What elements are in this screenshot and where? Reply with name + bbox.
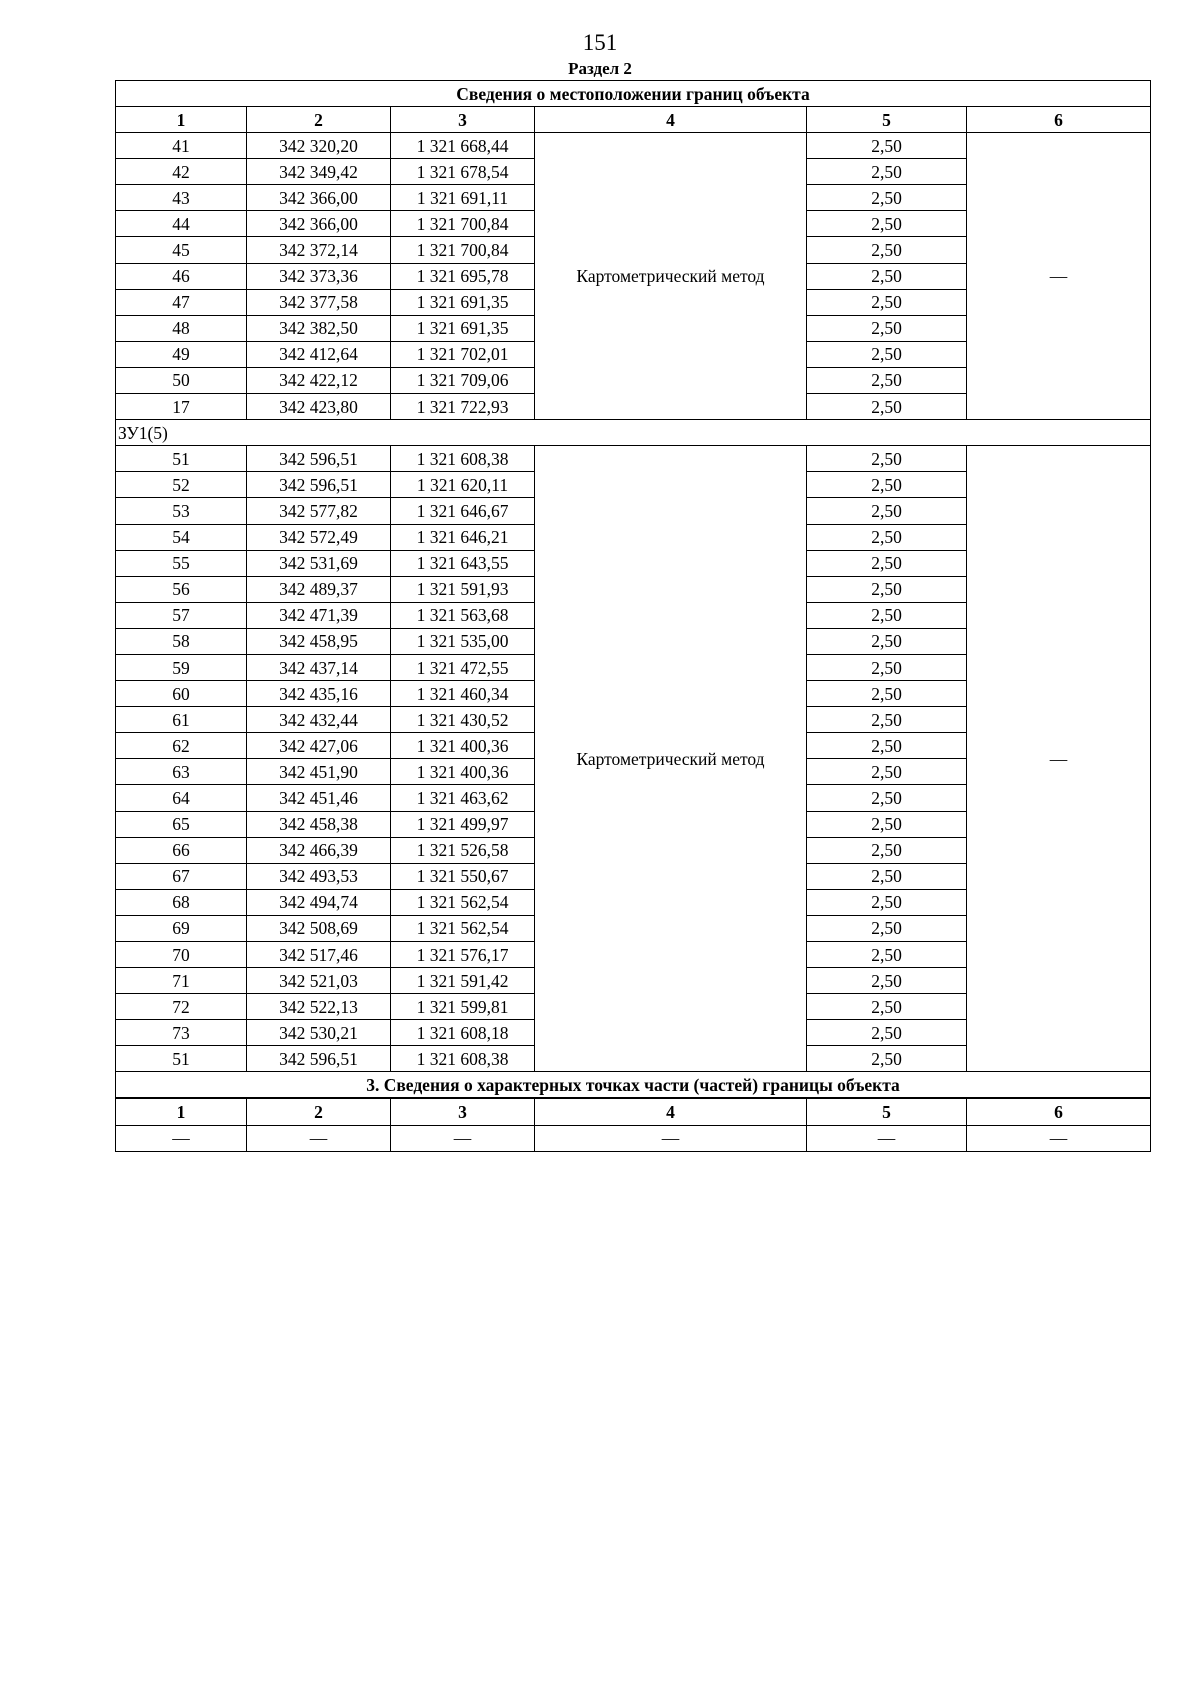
coordinate-x: 342 494,74 <box>247 889 391 915</box>
section3-header-row <box>116 1098 1151 1125</box>
coordinate-x: 342 572,49 <box>247 524 391 550</box>
method-cell: Картометрический метод <box>535 133 807 420</box>
empty-value: — <box>116 1125 247 1151</box>
point-number: 52 <box>116 472 247 498</box>
accuracy-value: 2,50 <box>807 733 967 759</box>
coordinate-x: 342 377,58 <box>247 289 391 315</box>
section3-caption: 3. Сведения о характерных точках части (частей) границы объекта <box>116 1072 1151 1099</box>
coordinate-y: 1 321 700,84 <box>391 237 535 263</box>
accuracy-value: 2,50 <box>807 785 967 811</box>
accuracy-value: 2,50 <box>807 159 967 185</box>
coordinate-x: 342 493,53 <box>247 863 391 889</box>
coordinate-y: 1 321 576,17 <box>391 942 535 968</box>
point-number: 72 <box>116 994 247 1020</box>
point-number: 59 <box>116 654 247 680</box>
coordinate-y: 1 321 646,67 <box>391 498 535 524</box>
coordinate-y: 1 321 591,93 <box>391 576 535 602</box>
point-number: 48 <box>116 315 247 341</box>
section3-caption-row <box>116 1072 1151 1099</box>
coordinate-y: 1 321 599,81 <box>391 994 535 1020</box>
column-header: 5 <box>807 107 967 133</box>
coordinate-x: 342 458,38 <box>247 811 391 837</box>
accuracy-value: 2,50 <box>807 498 967 524</box>
coordinate-x: 342 522,13 <box>247 994 391 1020</box>
accuracy-value: 2,50 <box>807 759 967 785</box>
accuracy-value: 2,50 <box>807 811 967 837</box>
page-number: 151 <box>582 30 618 55</box>
point-number: 46 <box>116 263 247 289</box>
coordinate-y: 1 321 562,54 <box>391 889 535 915</box>
coordinate-x: 342 412,64 <box>247 341 391 367</box>
point-number: 58 <box>116 628 247 654</box>
point-number: 71 <box>116 968 247 994</box>
accuracy-value: 2,50 <box>807 341 967 367</box>
group-label: ЗУ1(5) <box>116 420 1151 446</box>
empty-value: — <box>391 1125 535 1151</box>
coordinate-y: 1 321 702,01 <box>391 341 535 367</box>
accuracy-value: 2,50 <box>807 707 967 733</box>
coordinate-y: 1 321 608,38 <box>391 446 535 472</box>
accuracy-value: 2,50 <box>807 315 967 341</box>
table-caption-row <box>116 81 1151 107</box>
coordinate-x: 342 517,46 <box>247 942 391 968</box>
point-number: 68 <box>116 889 247 915</box>
coordinate-x: 342 530,21 <box>247 1020 391 1046</box>
point-number: 45 <box>116 237 247 263</box>
accuracy-value: 2,50 <box>807 654 967 680</box>
accuracy-value: 2,50 <box>807 628 967 654</box>
accuracy-value: 2,50 <box>807 472 967 498</box>
accuracy-value: 2,50 <box>807 968 967 994</box>
column-header: 1 <box>116 107 247 133</box>
group-label-row <box>116 420 1151 446</box>
accuracy-value: 2,50 <box>807 367 967 393</box>
point-number: 51 <box>116 446 247 472</box>
note-cell: — <box>967 446 1151 1072</box>
coordinate-x: 342 451,90 <box>247 759 391 785</box>
note-cell: — <box>967 133 1151 420</box>
coordinate-x: 342 531,69 <box>247 550 391 576</box>
coordinate-y: 1 321 695,78 <box>391 263 535 289</box>
column-header: 2 <box>247 107 391 133</box>
coordinate-x: 342 577,82 <box>247 498 391 524</box>
column-header: 1 <box>116 1098 247 1125</box>
accuracy-value: 2,50 <box>807 837 967 863</box>
point-number: 73 <box>116 1020 247 1046</box>
point-number: 56 <box>116 576 247 602</box>
point-number: 64 <box>116 785 247 811</box>
point-number: 67 <box>116 863 247 889</box>
column-header: 4 <box>535 1098 807 1125</box>
coordinate-x: 342 349,42 <box>247 159 391 185</box>
accuracy-value: 2,50 <box>807 263 967 289</box>
point-number: 57 <box>116 602 247 628</box>
coordinate-y: 1 321 535,00 <box>391 628 535 654</box>
coordinate-x: 342 382,50 <box>247 315 391 341</box>
point-number: 42 <box>116 159 247 185</box>
point-number: 54 <box>116 524 247 550</box>
method-cell: Картометрический метод <box>535 446 807 1072</box>
point-number: 63 <box>116 759 247 785</box>
boundary-table <box>115 80 1151 1152</box>
accuracy-value: 2,50 <box>807 133 967 159</box>
empty-value: — <box>247 1125 391 1151</box>
accuracy-value: 2,50 <box>807 602 967 628</box>
point-number: 62 <box>116 733 247 759</box>
coordinate-y: 1 321 608,18 <box>391 1020 535 1046</box>
column-header: 3 <box>391 107 535 133</box>
section-title: Раздел 2 <box>568 59 632 78</box>
column-header: 5 <box>807 1098 967 1125</box>
accuracy-value: 2,50 <box>807 889 967 915</box>
coordinate-y: 1 321 691,35 <box>391 289 535 315</box>
accuracy-value: 2,50 <box>807 550 967 576</box>
coordinate-x: 342 320,20 <box>247 133 391 159</box>
column-header: 2 <box>247 1098 391 1125</box>
coordinate-x: 342 435,16 <box>247 681 391 707</box>
coordinate-y: 1 321 678,54 <box>391 159 535 185</box>
coordinate-y: 1 321 550,67 <box>391 863 535 889</box>
point-number: 49 <box>116 341 247 367</box>
coordinate-y: 1 321 620,11 <box>391 472 535 498</box>
point-number: 55 <box>116 550 247 576</box>
accuracy-value: 2,50 <box>807 446 967 472</box>
coordinate-y: 1 321 709,06 <box>391 367 535 393</box>
coordinate-x: 342 508,69 <box>247 915 391 941</box>
point-number: 41 <box>116 133 247 159</box>
coordinate-x: 342 451,46 <box>247 785 391 811</box>
column-header: 3 <box>391 1098 535 1125</box>
coordinate-x: 342 432,44 <box>247 707 391 733</box>
accuracy-value: 2,50 <box>807 289 967 315</box>
table-row <box>116 446 1151 472</box>
accuracy-value: 2,50 <box>807 915 967 941</box>
table-caption: Сведения о местоположении границ объекта <box>116 81 1151 107</box>
coordinate-y: 1 321 460,34 <box>391 681 535 707</box>
accuracy-value: 2,50 <box>807 942 967 968</box>
coordinate-y: 1 321 591,42 <box>391 968 535 994</box>
point-number: 69 <box>116 915 247 941</box>
accuracy-value: 2,50 <box>807 1046 967 1072</box>
coordinate-y: 1 321 463,62 <box>391 785 535 811</box>
column-header: 4 <box>535 107 807 133</box>
accuracy-value: 2,50 <box>807 185 967 211</box>
accuracy-value: 2,50 <box>807 237 967 263</box>
coordinate-y: 1 321 400,36 <box>391 759 535 785</box>
accuracy-value: 2,50 <box>807 394 967 420</box>
coordinate-y: 1 321 472,55 <box>391 654 535 680</box>
coordinate-x: 342 466,39 <box>247 837 391 863</box>
accuracy-value: 2,50 <box>807 211 967 237</box>
coordinate-y: 1 321 643,55 <box>391 550 535 576</box>
coordinate-y: 1 321 700,84 <box>391 211 535 237</box>
coordinate-x: 342 521,03 <box>247 968 391 994</box>
column-header: 6 <box>967 107 1151 133</box>
coordinate-x: 342 366,00 <box>247 211 391 237</box>
section3-row <box>116 1125 1151 1151</box>
point-number: 66 <box>116 837 247 863</box>
coordinate-y: 1 321 646,21 <box>391 524 535 550</box>
point-number: 44 <box>116 211 247 237</box>
empty-value: — <box>807 1125 967 1151</box>
coordinate-x: 342 423,80 <box>247 394 391 420</box>
accuracy-value: 2,50 <box>807 994 967 1020</box>
point-number: 61 <box>116 707 247 733</box>
empty-value: — <box>967 1125 1151 1151</box>
point-number: 70 <box>116 942 247 968</box>
column-header: 6 <box>967 1098 1151 1125</box>
coordinate-y: 1 321 499,97 <box>391 811 535 837</box>
accuracy-value: 2,50 <box>807 1020 967 1046</box>
accuracy-value: 2,50 <box>807 681 967 707</box>
point-number: 53 <box>116 498 247 524</box>
point-number: 65 <box>116 811 247 837</box>
table-row <box>116 133 1151 159</box>
coordinate-x: 342 372,14 <box>247 237 391 263</box>
accuracy-value: 2,50 <box>807 524 967 550</box>
point-number: 17 <box>116 394 247 420</box>
coordinate-x: 342 458,95 <box>247 628 391 654</box>
point-number: 51 <box>116 1046 247 1072</box>
coordinate-y: 1 321 691,35 <box>391 315 535 341</box>
coordinate-x: 342 422,12 <box>247 367 391 393</box>
coordinate-x: 342 366,00 <box>247 185 391 211</box>
accuracy-value: 2,50 <box>807 863 967 889</box>
coordinate-y: 1 321 400,36 <box>391 733 535 759</box>
coordinate-x: 342 471,39 <box>247 602 391 628</box>
coordinate-y: 1 321 563,68 <box>391 602 535 628</box>
table-header-row <box>116 107 1151 133</box>
point-number: 60 <box>116 681 247 707</box>
coordinate-y: 1 321 668,44 <box>391 133 535 159</box>
accuracy-value: 2,50 <box>807 576 967 602</box>
coordinate-y: 1 321 430,52 <box>391 707 535 733</box>
coordinate-y: 1 321 722,93 <box>391 394 535 420</box>
coordinate-x: 342 437,14 <box>247 654 391 680</box>
coordinate-x: 342 373,36 <box>247 263 391 289</box>
coordinate-x: 342 596,51 <box>247 1046 391 1072</box>
coordinate-y: 1 321 691,11 <box>391 185 535 211</box>
point-number: 43 <box>116 185 247 211</box>
coordinate-x: 342 596,51 <box>247 472 391 498</box>
empty-value: — <box>535 1125 807 1151</box>
point-number: 47 <box>116 289 247 315</box>
coordinate-x: 342 596,51 <box>247 446 391 472</box>
coordinate-x: 342 489,37 <box>247 576 391 602</box>
coordinate-y: 1 321 526,58 <box>391 837 535 863</box>
coordinate-x: 342 427,06 <box>247 733 391 759</box>
point-number: 50 <box>116 367 247 393</box>
coordinate-y: 1 321 562,54 <box>391 915 535 941</box>
coordinate-y: 1 321 608,38 <box>391 1046 535 1072</box>
